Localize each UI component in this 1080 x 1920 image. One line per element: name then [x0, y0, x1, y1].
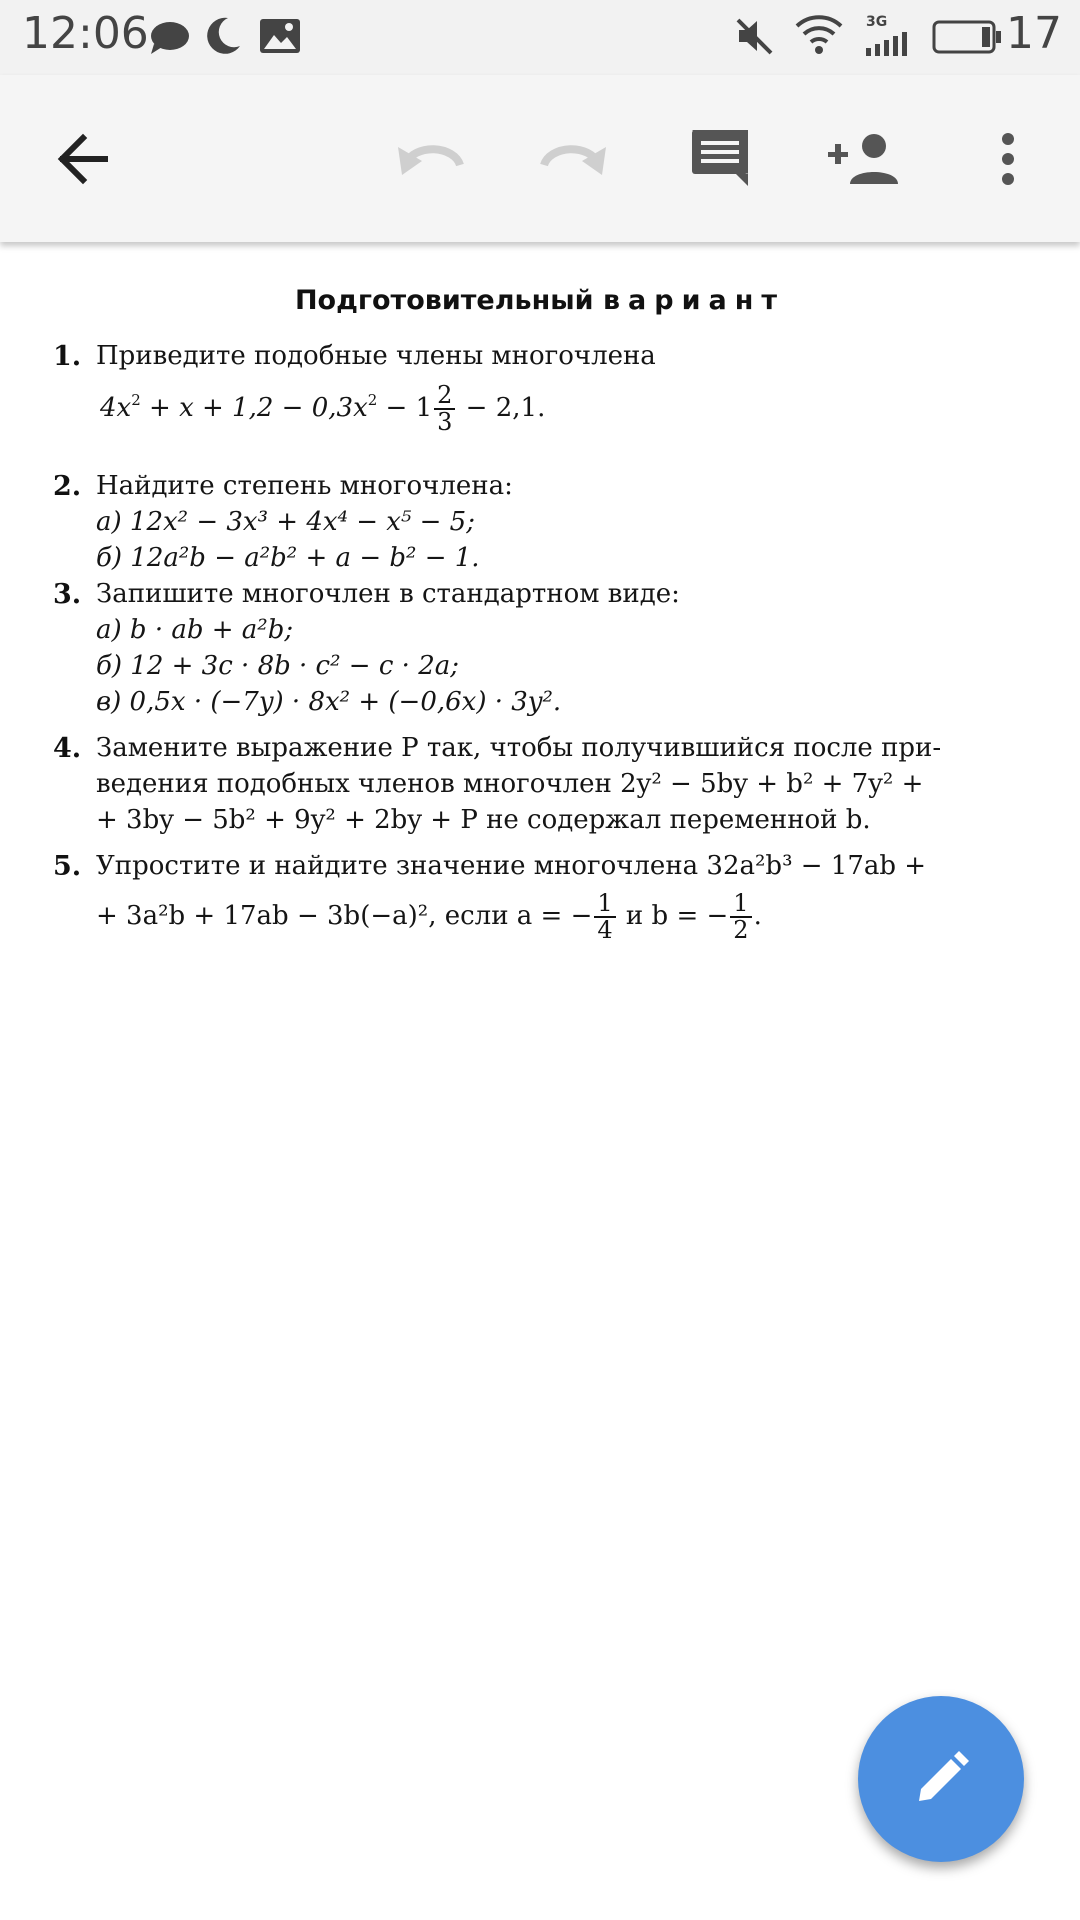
pencil-icon — [911, 1749, 971, 1809]
battery-percent: 17 — [1006, 8, 1062, 59]
question-4-number: 4. — [53, 733, 82, 764]
q5-fraction-b — [730, 891, 751, 943]
moon-icon — [206, 16, 242, 56]
q5-fraction-a-numerator: 1 — [594, 891, 615, 918]
q1-expr-d: − 2,1. — [457, 393, 546, 424]
add-person-icon[interactable] — [828, 132, 900, 184]
q1-fraction-denominator: 3 — [437, 408, 453, 437]
more-icon[interactable] — [1000, 132, 1016, 186]
question-5-line-2 — [96, 891, 762, 943]
edit-fab-button[interactable] — [858, 1696, 1024, 1862]
q5-fraction-b-denominator: 2 — [733, 916, 749, 945]
network-type-label: 3G — [866, 14, 888, 30]
q1-expr-a: 4x — [100, 393, 132, 424]
question-3b: б) 12 + 3c · 8b · c² − c · 2a; — [96, 651, 460, 681]
question-2-text: Найдите степень многочлена: — [96, 471, 513, 501]
image-icon — [259, 18, 301, 54]
question-4-line-3: + 3by − 5b² + 9y² + 2by + P не содержал переменной b. — [96, 805, 871, 835]
q1-expr-b: + x + 1,2 − 0,3x — [140, 393, 368, 424]
question-5-number: 5. — [53, 851, 82, 882]
question-1-text: Приведите подобные члены многочлена — [96, 341, 656, 371]
question-3a: а) b · ab + a²b; — [96, 615, 294, 645]
question-1-number: 1. — [53, 341, 82, 372]
question-2b: б) 12a²b − a²b² + a − b² − 1. — [96, 543, 480, 573]
question-4-line-1: Замените выражение P так, чтобы получившийся после при- — [96, 733, 942, 763]
q5-line-2a: + 3a²b + 17ab − 3b(−a)², если a = − — [96, 901, 593, 932]
question-3c: в) 0,5x · (−7y) · 8x² + (−0,6x) · 3y². — [96, 687, 562, 717]
app-toolbar — [0, 75, 1080, 242]
back-icon[interactable] — [55, 132, 115, 186]
q5-line-2b: и b = − — [617, 901, 729, 932]
chat-bubble-icon — [148, 20, 190, 56]
question-3-text: Запишите многочлен в стандартном виде: — [96, 579, 680, 609]
q5-fraction-a-denominator: 4 — [597, 916, 613, 945]
document-title — [0, 285, 1080, 316]
question-5-line-1: Упростите и найдите значение многочлена 32a²b³ − 17ab + — [96, 851, 927, 881]
question-2a: а) 12x² − 3x³ + 4x⁴ − x⁵ − 5; — [96, 507, 475, 537]
status-time: 12:06 — [22, 8, 149, 59]
q1-expr-c: − 1 — [377, 393, 433, 424]
q1-fraction-numerator: 2 — [434, 383, 455, 410]
document-title-first: Подготовительный — [294, 285, 594, 316]
q1-fraction — [434, 383, 455, 435]
q5-fraction-b-numerator: 1 — [730, 891, 751, 918]
mute-icon — [735, 16, 775, 56]
document-title-second: вариант — [602, 285, 786, 316]
undo-icon[interactable] — [398, 139, 464, 179]
q5-line-2c: . — [753, 901, 762, 932]
wifi-icon — [795, 14, 843, 56]
redo-icon[interactable] — [540, 139, 606, 179]
question-3-number: 3. — [53, 579, 82, 610]
q5-fraction-a — [594, 891, 615, 943]
status-bar — [0, 0, 1080, 75]
question-2-number: 2. — [53, 471, 82, 502]
question-4-line-2: ведения подобных членов многочлен 2y² − 5by + b² + 7y² + — [96, 769, 924, 799]
battery-icon — [932, 20, 1002, 54]
signal-icon — [866, 30, 916, 56]
question-1-expression: $4x^2 + x + 1,2 - 0,3x^2 - 1$ $\frac{2}{3}$ − 2,1. — [100, 381, 546, 437]
comment-icon[interactable] — [689, 127, 751, 189]
